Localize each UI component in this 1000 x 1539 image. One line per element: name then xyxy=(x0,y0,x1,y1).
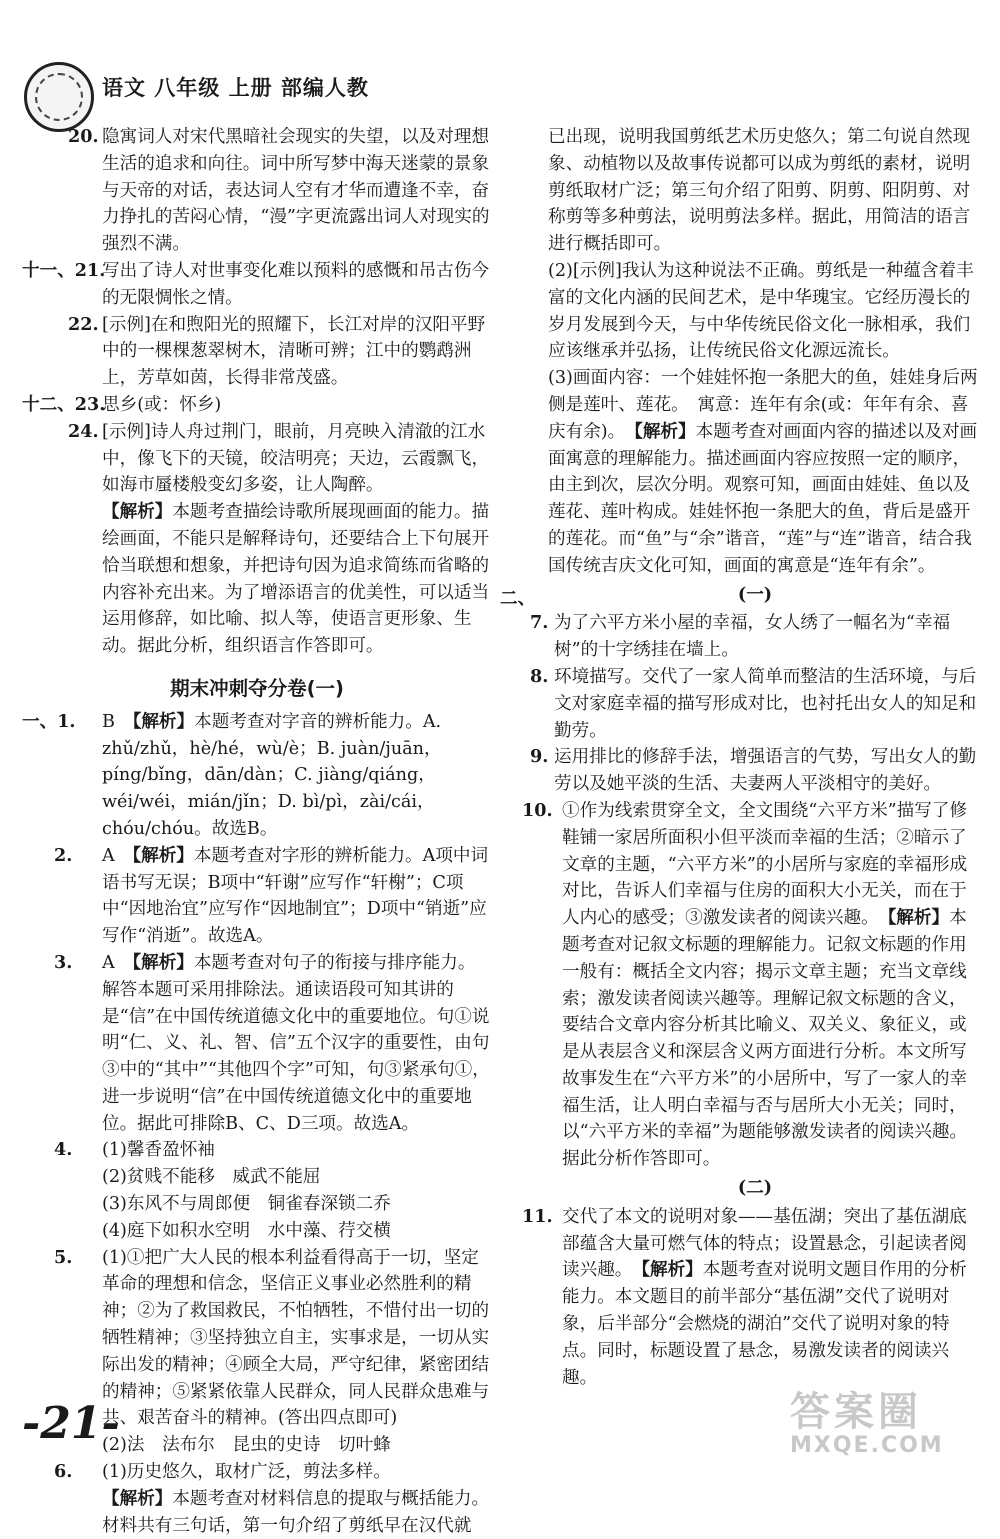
answer-item xyxy=(22,1459,492,1539)
answer-item xyxy=(22,258,492,312)
section-title: 期末冲刺夺分卷(一) xyxy=(170,676,344,700)
answer-paragraph xyxy=(530,365,980,579)
item-text xyxy=(102,950,492,1138)
section-number: 二、 xyxy=(500,587,536,609)
item-number: 3. xyxy=(54,951,73,973)
item-number: 7. xyxy=(530,612,549,634)
analysis-tag: 【解析】 xyxy=(132,710,195,732)
item-number: 9. xyxy=(530,746,549,768)
item-text xyxy=(102,1137,492,1244)
item-text: 环境描写。交代了一家人简单而整洁的生活环境，与后文对家庭幸福的描写形成对比，也衬托出女人的知足和勤劳。 xyxy=(554,666,977,741)
answer-line: (3)东风不与周郎便 铜雀春深锁二乔 xyxy=(102,1194,391,1215)
analysis-tag: 【解析】 xyxy=(132,844,194,866)
right-column xyxy=(500,124,980,1391)
analysis-text: 本题考查对字形的辨析能力。A项中词语书写无误；B项中“轩谢”应写作“轩榭”；C项中“因地治宜”应写作“因地制宜”；D项中“销逝”应写作“消逝”。故选A。 xyxy=(102,845,489,947)
item-text: [示例]在和煦阳光的照耀下，长江对岸的汉阳平野中的一棵棵葱翠树木，清晰可辨；江中的鹦鹉洲上，芳草如茵，长得非常茂盛。 xyxy=(102,314,486,389)
item-number: 20. xyxy=(68,126,99,147)
analysis-tag: 【解析】 xyxy=(887,907,950,929)
analysis-tag: 【解析】 xyxy=(641,1259,703,1281)
item-answer: ①作为线索贯穿全文，全文围绕“六平方米”描写了修鞋铺一家居所面积小但平淡而幸福的生活；②暗示了文章的主题，“六平方米”的小居所与家庭的幸福形成对比，告诉人们幸福与住房的面积大小无关，而在于人内心的感受；③激发读者的阅读兴趣。 xyxy=(562,800,968,929)
item-answer: B xyxy=(102,711,115,732)
answer-item xyxy=(22,392,492,419)
item-answer: A xyxy=(102,952,115,973)
page-number: -21- xyxy=(22,1398,120,1449)
item-answer: (1)历史悠久，取材广泛，剪法多样。 xyxy=(102,1462,391,1483)
analysis-text: 本题考查对材料信息的提取与概括能力。材料共有三句话，第一句介绍了剪纸早在汉代就 xyxy=(102,1488,490,1536)
answer-item xyxy=(22,312,492,392)
item-number: 8. xyxy=(530,665,549,687)
item-text xyxy=(102,1245,492,1459)
page-title: 语文 八年级 上册 部编人教 xyxy=(102,76,369,100)
item-number: 一、1. xyxy=(22,710,76,732)
sub-section-title: (一) xyxy=(737,583,773,605)
item-number: 22. xyxy=(68,313,99,335)
answer-item xyxy=(530,664,980,744)
analysis-text: 本题考查对字音的辨析能力。A. zhǔ/zhǔ，hè/hé，wù/è；B. juàn/juān，píng/bǐng，dān/dàn；C. jiàng/qiáng，wéi/wéi，mián/jǐn；D. bì/pì，zài/cái，chóu/chóu。故选B。 xyxy=(102,711,442,839)
item-text xyxy=(102,843,492,950)
item-number: 十一、21. xyxy=(22,259,106,281)
item-answer: 交代了本文的说明对象——基伍湖；突出了基伍湖底部蕴含大量可燃气体的特点；设置悬念，引起读者阅读兴趣。 xyxy=(562,1206,967,1281)
item-answer: A xyxy=(102,845,115,866)
analysis-text: 本题考查对句子的衔接与排序能力。解答本题可采用排除法。通读语段可知其讲的是“信”在中国传统道德文化中的重要地位。句①说明“仁、义、礼、智、信”五个汉字的重要性，由句③中的“其中”“其他四个字”可知，句③紧承句①，进一步说明“信”在中国传统道德文化中的重要地位。据此可排除B、C、D三项。故选A。 xyxy=(102,952,490,1134)
item-text: 运用排比的修辞手法，增强语言的气势，写出女人的勤劳以及她平淡的生活、夫妻两人平淡相守的美好。 xyxy=(554,747,977,795)
sub-section-title: (二) xyxy=(737,1177,773,1199)
analysis-tag: 【解析】 xyxy=(102,501,173,523)
item-number: 2. xyxy=(54,844,73,866)
item-answer: [示例]诗人舟过荆门，眼前，月亮映入清澈的江水中，像飞下的天镜，皎洁明亮；天边，云霞飘飞，如海市蜃楼般变幻多姿，让人陶醉。 xyxy=(102,421,490,496)
watermark xyxy=(790,1380,990,1462)
item-text xyxy=(102,419,492,660)
answer-line: (2)贫贱不能移 威武不能屈 xyxy=(102,1167,321,1188)
item-text xyxy=(102,709,492,843)
answer-item xyxy=(22,124,492,258)
analysis-tag: 【解析】 xyxy=(102,1487,173,1509)
analysis-text: 本题考查对画面内容的描述以及对画面寓意的理解能力。描述画面内容应按照一定的顺序，由主到次，层次分明。观察可知，画面由娃娃、鱼以及莲花、莲叶构成。娃娃怀抱一条肥大的鱼，背后是盛开的莲花。而“鱼”与“余”谐音，“莲”与“连”谐音，结合我国传统吉庆文化可知，画面的寓意是“连年有余”。 xyxy=(548,421,978,576)
logo-icon xyxy=(24,62,94,132)
analysis-tag: 【解析】 xyxy=(634,420,696,442)
answer-item xyxy=(22,709,492,843)
answer-item xyxy=(22,1137,492,1244)
answer-item xyxy=(522,1204,980,1392)
watermark-url: MXQE.COM xyxy=(790,1433,944,1458)
analysis-tag: 【解析】 xyxy=(132,951,194,973)
answer-line: (1)①把广大人民的根本利益看得高于一切，坚定革命的理想和信念，坚信正义事业必然胜利的精神；②为了救国救民，不怕牺牲，不惜付出一切的牺牲精神；③坚持独立自主，实事求是，一切从实际出发的精神；④顾全大局，严守纪律，紧密团结的精神；⑤紧紧依靠人民群众，同人民群众患难与共、艰苦奋斗的精神。(答出四点即可) xyxy=(102,1247,490,1429)
item-number: 24. xyxy=(68,420,99,442)
item-number: 10. xyxy=(522,799,553,821)
item-answer: (3)画面内容：一个娃娃怀抱一条肥大的鱼，娃娃身后两侧是莲叶、莲花。 寓意：连年有余(或：年年有余、喜庆有余)。 xyxy=(548,368,978,442)
left-column xyxy=(22,124,492,1539)
item-number: 十二、23. xyxy=(22,393,106,415)
item-text xyxy=(102,1459,492,1539)
item-number: 4. xyxy=(54,1139,73,1161)
analysis-text: 本题考查对记叙文标题的理解能力。记叙文标题的作用一般有：概括全文内容；揭示文章主题；充当文章线索；激发读者阅读兴趣等。理解记叙文标题的含义，要结合文章内容分析其比喻义、双关义、象征义，或是从表层含义和深层含义两方面进行分析。本文所写故事发生在“六平方米”的小居所中，写了一家人的幸福生活，让人明白幸福与否与居所大小无关；同时，以“六平方米的幸福”为题能够激发读者的阅读兴趣。据此分析作答即可。 xyxy=(562,908,968,1170)
answer-line: (4)庭下如积水空明 水中藻、荇交横 xyxy=(102,1220,391,1241)
item-number: 6. xyxy=(54,1461,73,1483)
watermark-text: 答案圈 xyxy=(790,1389,922,1435)
item-text: 思乡(或：怀乡) xyxy=(102,394,222,415)
item-text: 隐寓词人对宋代黑暗社会现实的失望，以及对理想生活的追求和向往。词中所写梦中海天迷蒙的景象与天帝的对话，表达词人空有才华而遭逢不幸，奋力挣扎的苦闷心情，“漫”字更流露出词人对现实的强烈不满。 xyxy=(102,127,490,255)
page-header xyxy=(0,0,1000,118)
answer-item xyxy=(530,610,980,664)
answer-item xyxy=(22,843,492,950)
item-number: 5. xyxy=(54,1246,73,1268)
item-number: 11. xyxy=(522,1205,553,1227)
answer-item xyxy=(22,419,492,660)
item-text: 写出了诗人对世事变化难以预料的感慨和吊古伤今的无限惆怅之情。 xyxy=(102,260,490,308)
answer-item xyxy=(530,744,980,798)
answer-item xyxy=(522,798,980,1173)
sub-section xyxy=(500,582,980,609)
answer-item xyxy=(22,950,492,1138)
answer-paragraph: (2)[示例]我认为这种说法不正确。剪纸是一种蕴含着丰富的文化内涵的民间艺术，是中华瑰宝。它经历漫长的岁月发展到今天，与中华传统民俗文化一脉相承，我们应该继承并弘扬，让传统民俗文化源远流长。 xyxy=(548,260,974,362)
answer-line: (1)馨香盈怀袖 xyxy=(102,1140,215,1161)
analysis-text: 本题考查描绘诗歌所展现画面的能力。描绘画面，不能只是解释诗句，还要结合上下句展开恰当联想和想象，并把诗句因为追求简练而省略的内容补充出来。为了增添语言的优美性，可以适当运用修辞，如比喻、拟人等，使语言更形象、生动。据此分析，组织语言作答即可。 xyxy=(102,502,490,657)
answer-line: (2)法 法布尔 昆虫的史诗 切叶蜂 xyxy=(102,1435,391,1456)
continued-text: 已出现，说明我国剪纸艺术历史悠久；第二句说自然现象、动植物以及故事传说都可以成为剪纸的素材，说明剪纸取材广泛；第三句介绍了阳剪、阴剪、阳阴剪、对称剪等多种剪法，说明剪法多样。据此，用简洁的语言进行概括即可。 xyxy=(548,127,971,255)
analysis-text: 本题考查对说明文题目作用的分析能力。本文题目的前半部分“基伍湖”交代了说明对象，后半部分“会燃烧的湖泊”交代了说明对象的特点。同时，标题设置了悬念，易激发读者的阅读兴趣。 xyxy=(562,1260,967,1388)
item-text: 为了六平方米小屋的幸福，女人绣了一幅名为“幸福树”的十字绣挂在墙上。 xyxy=(554,613,951,661)
